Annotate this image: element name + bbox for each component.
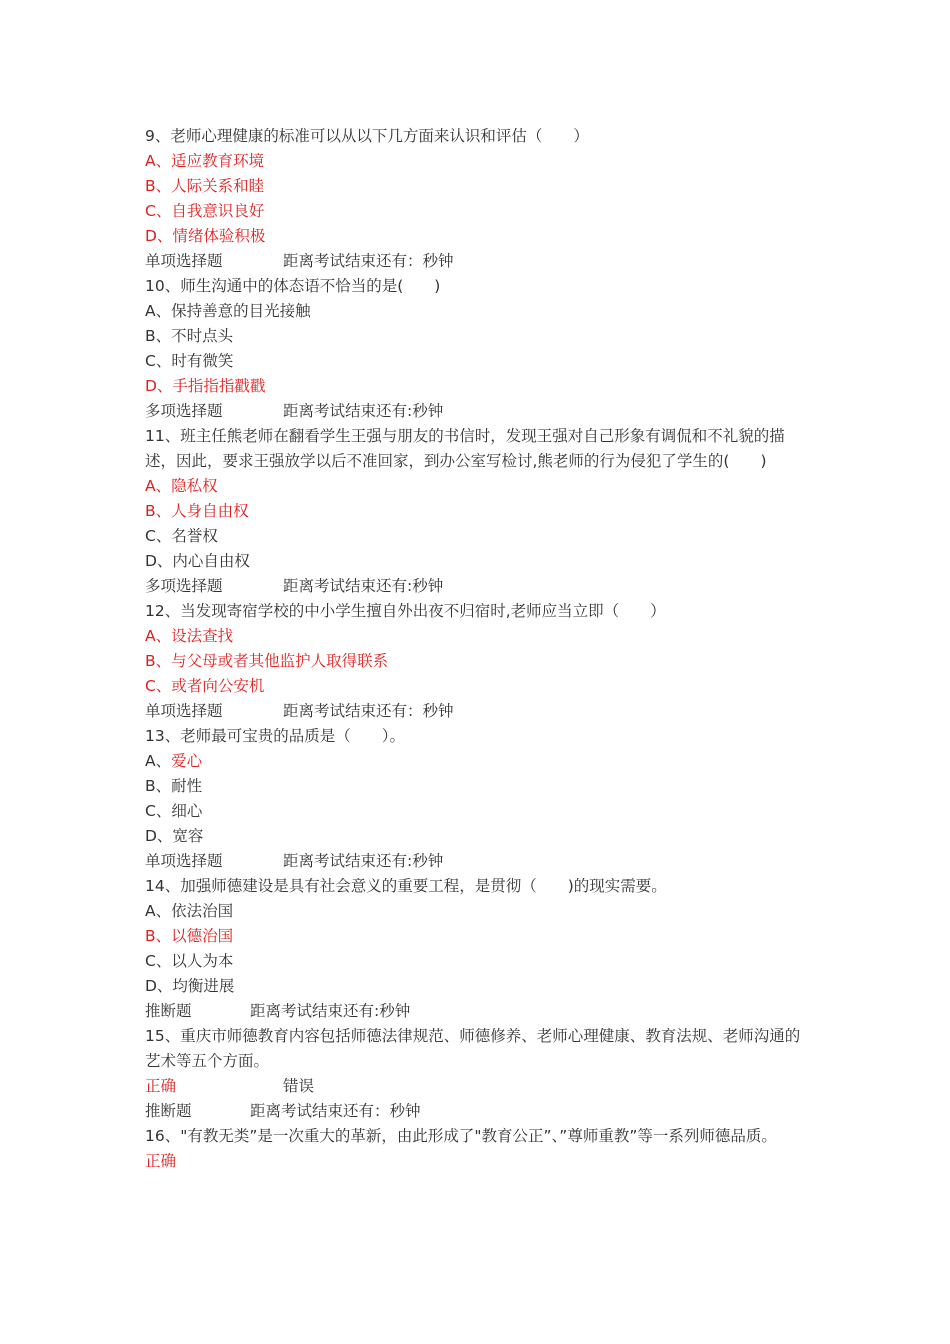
answer-option[interactable]: A、依法治国 (145, 902, 234, 920)
question-stem: 9、老师心理健康的标准可以从以下几方面来认识和评估（ ） (145, 127, 589, 145)
exam-timer-label: 距离考试结束还有:秒钟 (283, 577, 444, 595)
question-type-label: 多项选择题 (145, 402, 223, 420)
answer-option[interactable]: A、保持善意的目光接触 (145, 302, 311, 320)
option-text: 爱心 (171, 752, 203, 770)
question-stem: 14、加强师德建设是具有社会意义的重要工程，是贯彻（ )的现实需要。 (145, 877, 667, 895)
question-stem: 12、当发现寄宿学校的中小学生擅自外出夜不归宿时,老师应当立即（ ） (145, 602, 666, 620)
question-type-label: 单项选择题 (145, 252, 223, 270)
answer-option[interactable]: D、情绪体验积极 (145, 227, 266, 245)
answer-option[interactable]: B、人身自由权 (145, 502, 249, 520)
question-meta (145, 849, 810, 874)
answer-option[interactable]: C、时有微笑 (145, 352, 234, 370)
question-type-label: 多项选择题 (145, 577, 223, 595)
answer-option[interactable]: B、与父母或者其他监护人取得联系 (145, 652, 389, 670)
question-meta (145, 699, 810, 724)
question-meta (145, 999, 810, 1024)
answer-option[interactable]: B、人际关系和睦 (145, 177, 265, 195)
true-false-options (145, 1074, 810, 1099)
answer-option[interactable] (145, 749, 810, 774)
answer-option[interactable]: D、均衡进展 (145, 977, 235, 995)
answer-option[interactable]: C、名誉权 (145, 527, 218, 545)
answer-option[interactable]: C、或者向公安机 (145, 677, 265, 695)
answer-option[interactable]: D、手指指指戳戳 (145, 377, 266, 395)
question-stem: 15、重庆市师德教育内容包括师德法律规范、师德修养、老师心理健康、教育法规、老师沟通的艺术等五个方面。 (145, 1027, 801, 1070)
answer-option[interactable]: A、隐私权 (145, 477, 218, 495)
exam-timer-label: 距离考试结束还有:秒钟 (283, 852, 444, 870)
answer-option[interactable]: B、不时点头 (145, 327, 234, 345)
question-meta (145, 399, 810, 424)
false-option[interactable]: 错误 (283, 1077, 315, 1095)
question-stem: 16、"有教无类”是一次重大的革新，由此形成了"教育公正”、”尊师重教”等一系列师德品质。 (145, 1127, 777, 1145)
question-stem: 13、老师最可宝贵的品质是（ ）。 (145, 727, 405, 745)
answer-option[interactable]: B、耐性 (145, 777, 203, 795)
option-letter: A、 (145, 752, 172, 770)
question-type-label: 推断题 (145, 1002, 192, 1020)
true-option[interactable]: 正确 (145, 1077, 177, 1095)
true-option[interactable]: 正确 (145, 1152, 177, 1170)
question-meta (145, 249, 810, 274)
question-type-label: 推断题 (145, 1102, 192, 1120)
question-meta (145, 1099, 810, 1124)
answer-option[interactable]: C、自我意识良好 (145, 202, 265, 220)
answer-option[interactable]: D、内心自由权 (145, 552, 250, 570)
question-type-label: 单项选择题 (145, 852, 223, 870)
answer-option[interactable]: A、设法查找 (145, 627, 234, 645)
question-type-label: 单项选择题 (145, 702, 223, 720)
question-meta (145, 574, 810, 599)
answer-option[interactable]: B、以德治国 (145, 927, 234, 945)
answer-option[interactable]: D、宽容 (145, 827, 204, 845)
exam-timer-label: 距离考试结束还有：秒钟 (250, 1102, 421, 1120)
question-stem: 11、班主任熊老师在翻看学生王强与朋友的书信时，发现王强对自己形象有调侃和不礼貌的描述，因此，要求王强放学以后不准回家，到办公室写检讨,熊老师的行为侵犯了学生的( ) (145, 427, 785, 470)
answer-option[interactable]: C、细心 (145, 802, 203, 820)
exam-document (145, 124, 810, 1174)
exam-timer-label: 距离考试结束还有:秒钟 (283, 402, 444, 420)
exam-timer-label: 距离考试结束还有：秒钟 (283, 252, 454, 270)
exam-timer-label: 距离考试结束还有:秒钟 (250, 1002, 411, 1020)
answer-option[interactable]: A、适应教育环境 (145, 152, 265, 170)
answer-option[interactable]: C、以人为本 (145, 952, 234, 970)
question-stem: 10、师生沟通中的体态语不恰当的是( ) (145, 277, 441, 295)
exam-timer-label: 距离考试结束还有：秒钟 (283, 702, 454, 720)
